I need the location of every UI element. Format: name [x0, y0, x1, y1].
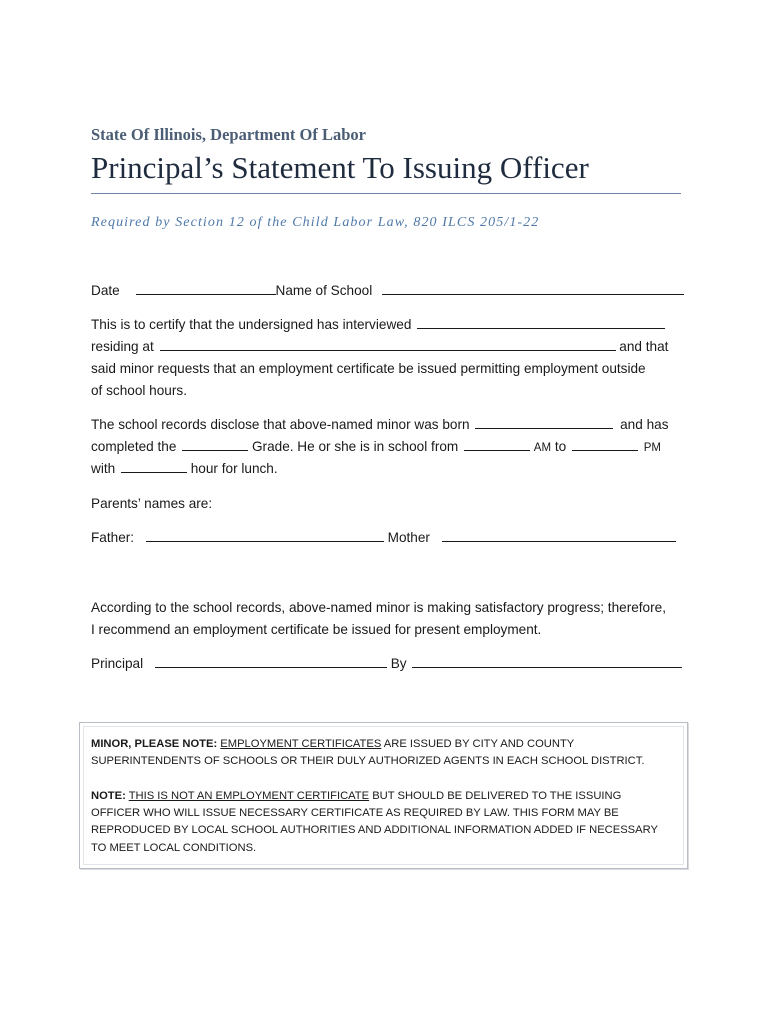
note-rest: BUT SHOULD BE DELIVERED TO THE ISSUING: [372, 790, 622, 802]
certify-row: [91, 316, 665, 334]
date-label: Date: [91, 283, 120, 298]
residing-row: [91, 338, 668, 356]
to-text: to: [554, 439, 567, 454]
page-title: Principal’s Statement To Issuing Officer: [91, 150, 589, 185]
authority-citation: Required by Section 12 of the Child Labor Law, 820 ILCS 205/1-22: [91, 215, 540, 230]
lunch-text: hour for lunch.: [190, 461, 278, 476]
lunch-hours-field[interactable]: [121, 460, 187, 473]
grade-row: [91, 438, 661, 457]
title-divider: [91, 193, 681, 194]
school-end-field[interactable]: [572, 438, 638, 451]
by-signature-field[interactable]: [412, 655, 682, 668]
born-row: [91, 416, 669, 434]
agency-name: State Of Illinois, Department Of Labor: [91, 125, 366, 144]
date-field[interactable]: [136, 282, 276, 295]
and-that-text: and that: [619, 339, 669, 354]
and-has-text: and has: [620, 417, 669, 432]
address-field[interactable]: [160, 338, 616, 351]
am-label: AM: [533, 442, 552, 454]
parents-row: [91, 529, 676, 547]
mother-label: Mother: [387, 530, 430, 545]
completed-the-text: completed the: [91, 439, 177, 454]
request-text-1: said minor requests that an employment certificate be issued permitting employment outside: [91, 361, 646, 376]
minor-note-rest: ARE ISSUED BY CITY AND COUNTY: [383, 738, 575, 750]
progress-text-2: I recommend an employment certificate be issued for present employment.: [91, 622, 542, 637]
minor-note-underlined: EMPLOYMENT CERTIFICATES: [220, 738, 382, 750]
birth-date-field[interactable]: [475, 416, 613, 429]
note-underlined: THIS IS NOT AN EMPLOYMENT CERTIFICATE: [128, 790, 370, 802]
born-text: The school records disclose that above-named minor was born: [91, 417, 470, 432]
minor-note-line-1: [91, 736, 574, 754]
residing-label: residing at: [91, 339, 154, 354]
mother-name-field[interactable]: [442, 529, 676, 542]
father-label: Father:: [91, 530, 135, 545]
signature-row: [91, 655, 682, 673]
interviewee-name-field[interactable]: [417, 316, 665, 329]
lunch-row: [91, 460, 278, 478]
note-line-2: OFFICER WHO WILL ISSUE NECESSARY CERTIFICATE AS REQUIRED BY LAW. THIS FORM MAY BE: [91, 807, 619, 819]
grade-text: Grade. He or she is in school from: [251, 439, 459, 454]
certify-text: This is to certify that the undersigned has interviewed: [91, 317, 412, 332]
school-start-field[interactable]: [464, 438, 530, 451]
father-name-field[interactable]: [146, 529, 384, 542]
note-label: NOTE:: [91, 790, 126, 802]
by-label: By: [390, 656, 407, 671]
minor-note-label: MINOR, PLEASE NOTE:: [91, 738, 218, 750]
note-line-3: REPRODUCED BY LOCAL SCHOOL AUTHORITIES AND ADDITIONAL INFORMATION ADDED IF NECESSARY: [91, 824, 658, 836]
principal-label: Principal: [91, 656, 144, 671]
pm-label: PM: [643, 442, 661, 454]
note-line-4: TO MEET LOCAL CONDITIONS.: [91, 842, 257, 854]
with-text: with: [91, 461, 116, 476]
school-label: Name of School: [275, 283, 373, 298]
minor-note-line-2: SUPERINTENDENTS OF SCHOOLS OR THEIR DULY AUTHORIZED AGENTS IN EACH SCHOOL DISTRICT.: [91, 755, 645, 767]
parents-label: Parents’ names are:: [91, 496, 213, 511]
school-name-field[interactable]: [382, 282, 684, 295]
note-line-1: [91, 788, 621, 806]
date-school-row: [91, 282, 684, 300]
request-text-2: of school hours.: [91, 383, 187, 398]
progress-text-1: According to the school records, above-named minor is making satisfactory progress; therefore,: [91, 600, 666, 615]
grade-field[interactable]: [182, 438, 248, 451]
principal-signature-field[interactable]: [155, 655, 387, 668]
